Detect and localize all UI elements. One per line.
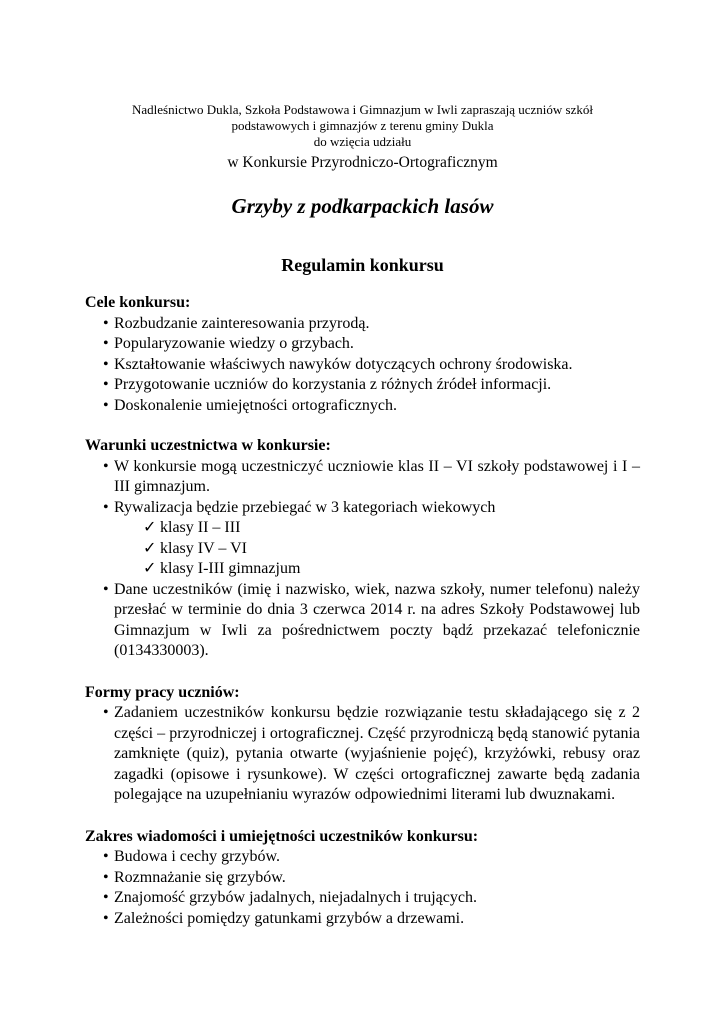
list-item <box>85 355 640 376</box>
list-item-text: Rozmnażanie się grzybów. <box>114 868 286 886</box>
list-item-text: Kształtowanie właściwych nawyków dotyczących ochrony środowiska. <box>114 355 573 373</box>
bullet-icon: • <box>103 355 109 373</box>
list-item <box>85 847 640 868</box>
list-item <box>85 868 640 889</box>
bullet-icon: • <box>103 396 109 414</box>
scope-list <box>85 847 640 929</box>
age-categories-list <box>114 518 640 580</box>
list-item <box>85 909 640 930</box>
list-item-text: Dane uczestników (imię i nazwisko, wiek, nazwa szkoły, numer telefonu) należy przesłać w terminie do dnia 3 czerwca 2014 r. na adres Szkoły Podstawowej lub Gimnazjum w Iwli za pośrednictwem poczty bądź przekazać telefonicznie (0134330003). <box>114 580 640 659</box>
list-item-text: Zależności pomiędzy gatunkami grzybów a drzewami. <box>114 909 465 927</box>
section-heading-conditions: Warunki uczestnictwa w konkursie: <box>85 437 331 454</box>
bullet-icon: • <box>103 868 109 886</box>
regulations-heading: Regulamin konkursu <box>281 255 444 275</box>
header-line-1: Nadleśnictwo Dukla, Szkoła Podstawowa i Gimnazjum w Iwli zapraszają uczniów szkół <box>131 102 594 117</box>
list-item-text: Popularyzowanie wiedzy o grzybach. <box>114 335 354 352</box>
list-item-text: Zadaniem uczestników konkursu będzie rozwiązanie testu składającego się z 2 części – przyrodniczej i ortograficznej. Część przyrodniczą będą stanowić pytania zamknięte (quiz), pytania otwarte (wyjaśnienie pojęć), krzyżówki, rebusy oraz zagadki (opisowe i rysunkowe). W części ortograficznej zawarte będą zadania polegające na uzupełnianiu wyrazów odpowiednimi literami lub dwuznakami. <box>114 704 640 803</box>
list-item-text: W konkursie mogą uczestniczyć uczniowie klas II – VI szkoły podstawowej i I – III gimnazjum. <box>114 457 640 495</box>
bullet-icon: • <box>103 889 109 906</box>
category-item <box>143 539 640 560</box>
checkmark-icon: ✓ <box>143 560 157 577</box>
regulations-body <box>85 293 640 929</box>
header-line-2: podstawowych i gimnazjów z terenu gminy Dukla <box>231 118 494 133</box>
spacer <box>85 662 640 683</box>
list-item <box>85 334 640 355</box>
document-title: Grzyby z podkarpackich lasów <box>231 194 494 218</box>
list-item-text: Rozbudzanie zainteresowania przyrodą. <box>114 314 370 332</box>
category-text: klasy IV – VI <box>160 539 247 557</box>
work-forms-list <box>85 703 640 806</box>
category-item <box>143 518 640 539</box>
list-item <box>85 457 640 498</box>
bullet-icon: • <box>103 314 109 332</box>
list-item-text: Rywalizacja będzie przebiegać w 3 kategoriach wiekowych <box>114 498 496 516</box>
list-item <box>85 888 640 909</box>
conditions-list <box>85 457 640 662</box>
checkmark-icon: ✓ <box>143 539 157 557</box>
list-item <box>85 580 640 662</box>
bullet-icon: • <box>103 457 109 475</box>
bullet-icon: • <box>103 376 109 393</box>
list-item <box>85 498 640 580</box>
bullet-icon: • <box>103 498 109 516</box>
header-line-3: do wzięcia udziału <box>313 134 412 149</box>
bullet-icon: • <box>103 335 109 352</box>
goals-list <box>85 314 640 417</box>
category-text: klasy II – III <box>160 519 241 536</box>
list-item-text: Budowa i cechy grzybów. <box>114 848 281 865</box>
contest-name: w Konkursie Przyrodniczo-Ortograficznym <box>227 154 498 171</box>
bullet-icon: • <box>103 909 109 927</box>
checkmark-icon: ✓ <box>143 519 157 536</box>
section-heading-goals: Cele konkursu: <box>85 294 191 311</box>
list-item <box>85 375 640 396</box>
spacer <box>85 416 640 436</box>
list-item <box>85 703 640 806</box>
list-item <box>85 314 640 335</box>
bullet-icon: • <box>103 848 109 865</box>
category-item <box>143 559 640 580</box>
section-heading-scope: Zakres wiadomości i umiejętności uczestników konkursu: <box>85 827 479 845</box>
list-item-text: Doskonalenie umiejętności ortograficznych. <box>114 396 398 414</box>
list-item-text: Znajomość grzybów jadalnych, niejadalnych i trujących. <box>114 889 477 906</box>
invitation-header <box>60 102 665 150</box>
list-item-text: Przygotowanie uczniów do korzystania z różnych źródeł informacji. <box>114 376 552 393</box>
section-heading-work-forms: Formy pracy uczniów: <box>85 683 240 701</box>
list-item <box>85 396 640 417</box>
bullet-icon: • <box>103 580 109 598</box>
category-text: klasy I-III gimnazjum <box>160 560 301 577</box>
spacer <box>85 806 640 827</box>
bullet-icon: • <box>103 704 109 721</box>
